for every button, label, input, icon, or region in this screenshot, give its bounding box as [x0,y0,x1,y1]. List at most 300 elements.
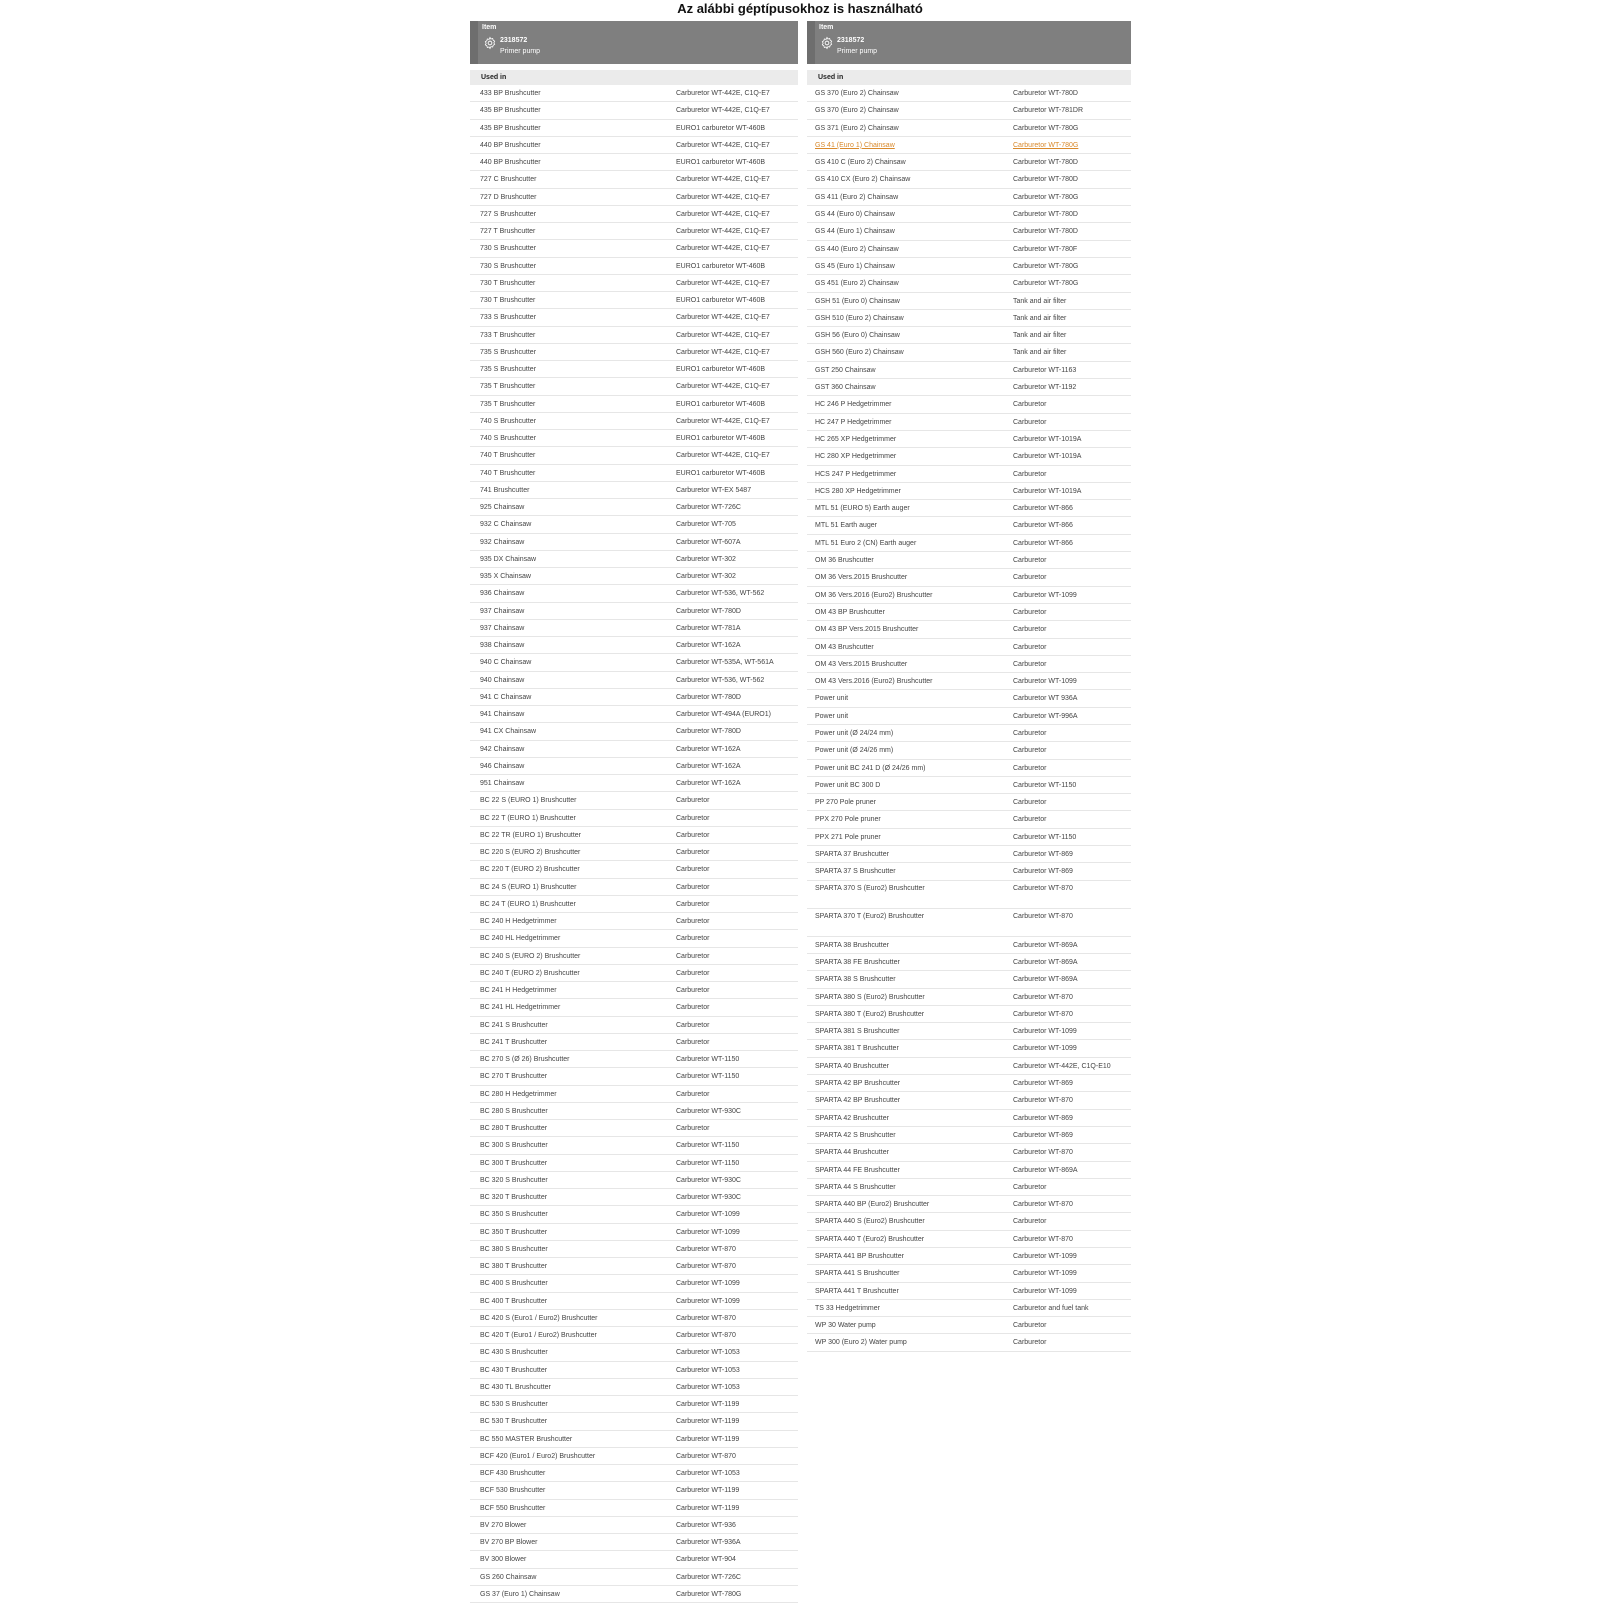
table-row[interactable] [807,344,1131,361]
gear-icon [820,36,834,50]
part-name: Carburetor [676,814,710,822]
table-row[interactable] [807,829,1131,846]
table-row[interactable] [807,85,1131,102]
machine-name: WP 30 Water pump [815,1322,876,1330]
table-row[interactable] [470,189,798,206]
table-row[interactable] [807,937,1131,954]
part-name: EURO1 carburetor WT-460B [676,262,766,270]
table-row[interactable] [807,1110,1131,1127]
table-row[interactable] [470,137,798,154]
table-row[interactable] [807,989,1131,1006]
machine-name: MTL 51 Earth auger [815,522,877,530]
machine-name: TS 33 Hedgetrimmer [815,1304,880,1312]
part-name: Carburetor WT-869A [1013,941,1078,949]
part-name: Carburetor WT-780G [1013,124,1079,132]
part-name: Carburetor WT-870 [1013,1235,1073,1243]
table-row[interactable] [470,1017,798,1034]
table-row[interactable] [807,1213,1131,1230]
machine-name: HCS 280 XP Hedgetrimmer [815,487,901,495]
table-row[interactable] [470,1172,798,1189]
machine-name: 440 BP Brushcutter [480,159,541,166]
part-name: Carburetor WT-1053 [676,1349,740,1357]
part-name: EURO1 carburetor WT-460B [676,297,766,304]
part-name: Carburetor WT-870 [1013,884,1073,892]
table-row[interactable] [807,621,1131,638]
table-row[interactable] [470,1500,798,1517]
machine-name: BCF 530 Brushcutter [480,1487,546,1495]
table-row[interactable] [470,654,798,671]
table-row[interactable] [807,223,1131,240]
table-row[interactable] [470,465,798,482]
table-row[interactable] [470,965,798,982]
machine-name: 740 S Brushcutter [480,417,537,425]
table-row[interactable] [807,708,1131,725]
table-row[interactable] [470,171,798,188]
table-row[interactable] [470,1448,798,1465]
table-row[interactable] [470,1293,798,1310]
machine-name: BV 270 BP Blower [480,1539,538,1546]
table-row[interactable] [470,775,798,792]
table-row[interactable] [470,568,798,585]
part-name: Carburetor WT-780D [1013,211,1078,219]
table-row[interactable] [470,637,798,654]
table-row[interactable] [807,587,1131,604]
machine-name: GS 411 (Euro 2) Chainsaw [815,193,899,201]
machine-name: 727 D Brushcutter [480,193,537,201]
machine-name: 733 S Brushcutter [480,314,537,322]
table-row[interactable] [807,293,1131,310]
machine-name: 730 S Brushcutter [480,262,537,270]
machine-name: 735 T Brushcutter [480,400,536,408]
table-row[interactable] [807,517,1131,534]
part-name: Carburetor [1013,816,1047,824]
part-name: Carburetor WT-866 [1013,522,1073,530]
part-name: Carburetor WT-870 [1013,1149,1073,1157]
machine-name: BC 22 S (EURO 1) Brushcutter [480,797,577,805]
table-row[interactable] [470,447,798,464]
table-row[interactable] [807,742,1131,759]
machine-name: SPARTA 42 BP Brushcutter [815,1080,901,1088]
table-row[interactable] [470,1396,798,1413]
machine-name: BC 270 S (Ø 26) Brushcutter [480,1056,570,1063]
table-row[interactable] [807,102,1131,119]
machine-name: SPARTA 441 S Brushcutter [815,1270,900,1278]
table-row[interactable] [470,1051,798,1068]
table-row[interactable] [807,673,1131,690]
table-row[interactable] [807,154,1131,171]
table-row[interactable] [470,792,798,809]
table-row[interactable] [470,1362,798,1379]
table-row[interactable] [470,1103,798,1120]
part-name: Carburetor WT-1150 [676,1056,740,1063]
table-row[interactable] [807,1179,1131,1196]
part-name: Carburetor [1013,557,1047,565]
table-row[interactable] [470,741,798,758]
machine-name: OM 43 Vers.2015 Brushcutter [815,660,908,668]
table-row[interactable] [470,396,798,413]
part-name: Carburetor WT-930C [676,1176,741,1184]
table-row[interactable] [470,672,798,689]
table-row[interactable] [470,982,798,999]
table-row[interactable] [470,1310,798,1327]
part-name: Carburetor WT-780D [1013,228,1078,236]
item-description: Primer pump [500,48,541,55]
machine-name: 936 Chainsaw [480,590,525,598]
machine-name: 937 Chainsaw [480,624,525,632]
part-name: Carburetor WT-442E, C1Q-E7 [676,210,770,218]
table-row[interactable] [807,379,1131,396]
part-name: Carburetor WT-1199 [676,1504,740,1512]
part-name: Carburetor WT-442E, C1Q-E7 [676,452,770,460]
machine-name: SPARTA 381 S Brushcutter [815,1028,900,1036]
table-row[interactable] [470,1413,798,1430]
machine-name: PPX 270 Pole pruner [815,816,881,824]
table-row[interactable] [470,1275,798,1292]
part-name: Carburetor [676,969,710,977]
machine-name: HC 247 P Hedgetrimmer [815,418,892,426]
table-row[interactable] [807,137,1131,154]
table-row[interactable] [470,258,798,275]
table-row[interactable] [470,948,798,965]
machine-name: 941 CX Chainsaw [480,728,537,736]
table-row[interactable] [470,1068,798,1085]
machine-name: SPARTA 38 Brushcutter [815,941,889,949]
part-name: Carburetor WT-869 [1013,868,1073,876]
table-row[interactable] [807,327,1131,344]
table-row[interactable] [470,240,798,257]
table-row[interactable] [470,999,798,1016]
machine-name: GS 44 (Euro 1) Chainsaw [815,228,895,236]
table-row[interactable] [470,603,798,620]
table-row[interactable] [807,639,1131,656]
table-row[interactable] [807,725,1131,742]
table-row[interactable] [470,1586,798,1603]
table-row[interactable] [470,482,798,499]
table-row[interactable] [470,1258,798,1275]
table-row[interactable] [807,690,1131,707]
machine-name: WP 300 (Euro 2) Water pump [815,1339,907,1347]
table-row[interactable] [807,206,1131,223]
table-row[interactable] [470,810,798,827]
table-row[interactable] [470,534,798,551]
table-row[interactable] [807,863,1131,880]
part-name: Carburetor WT-780D [676,607,741,615]
table-row[interactable] [470,1327,798,1344]
part-name: Carburetor [1013,1322,1047,1330]
machine-name: SPARTA 440 S (Euro2) Brushcutter [815,1218,925,1226]
table-row[interactable] [470,861,798,878]
part-name: Carburetor [1013,626,1047,634]
table-row[interactable] [470,1224,798,1241]
table-row[interactable] [470,309,798,326]
machine-name: 740 S Brushcutter [480,435,537,442]
used-in-header: Used in [807,70,1131,85]
part-name: Carburetor WT-1192 [1013,384,1077,392]
table-row[interactable] [470,516,798,533]
table-row[interactable] [470,378,798,395]
table-row[interactable] [807,1231,1131,1248]
part-name: Carburetor WT-1199 [676,1418,740,1426]
machine-name: MTL 51 (EURO 5) Earth auger [815,505,910,513]
part-name: Carburetor [676,918,710,925]
part-name: Carburetor [676,900,710,908]
part-name: Carburetor WT-1150 [1013,781,1077,789]
table-row[interactable] [470,706,798,723]
table-row[interactable] [470,1534,798,1551]
part-name: Tank and air filter [1013,332,1067,340]
table-row[interactable] [470,1551,798,1568]
machine-name: 433 BP Brushcutter [480,90,541,97]
table-row[interactable] [470,327,798,344]
table-row[interactable] [807,483,1131,500]
machine-name: GS 410 CX (Euro 2) Chainsaw [815,176,911,184]
part-name: Carburetor WT-869 [1013,1080,1073,1088]
machine-name: 941 C Chainsaw [480,693,532,701]
table-row[interactable] [470,1086,798,1103]
table-row[interactable] [807,414,1131,431]
table-row[interactable] [807,1162,1131,1179]
part-name: Carburetor WT-442E, C1Q-E7 [676,417,770,425]
table-row[interactable] [807,552,1131,569]
machine-name: GS 371 (Euro 2) Chainsaw [815,124,899,132]
part-name: Carburetor WT-1099 [676,1228,740,1236]
part-name: Carburetor WT-780D [676,728,741,736]
table-row[interactable] [807,275,1131,292]
page-title: Az alábbi géptípusokhoz is használható [677,1,923,16]
table-row[interactable] [470,930,798,947]
table-row[interactable] [470,896,798,913]
part-name: Carburetor WT-1099 [1013,591,1077,599]
part-name: Carburetor WT-1099 [1013,1028,1077,1036]
table-row[interactable] [807,396,1131,413]
part-name: Carburetor WT-442E, C1Q-E10 [1013,1062,1111,1070]
table-row[interactable] [807,535,1131,552]
table-row[interactable] [807,1092,1131,1109]
part-name: Carburetor [1013,729,1047,737]
table-row[interactable] [807,448,1131,465]
table-row[interactable] [470,1465,798,1482]
machine-name: SPARTA 370 S (Euro2) Brushcutter [815,884,925,892]
machine-name: 932 C Chainsaw [480,521,532,529]
table-row[interactable] [470,154,798,171]
machine-name: BC 220 S (EURO 2) Brushcutter [480,849,581,856]
machine-name: OM 43 Brushcutter [815,643,874,651]
table-row[interactable] [807,1023,1131,1040]
part-name: Carburetor WT-869A [1013,1166,1078,1174]
machine-name: 740 T Brushcutter [480,469,536,477]
part-name: Carburetor WT-869A [1013,976,1078,984]
table-row[interactable] [470,723,798,740]
table-row[interactable] [470,913,798,930]
table-row[interactable] [470,827,798,844]
part-name: Carburetor [676,1004,710,1012]
part-name: Carburetor WT-607A [676,538,741,546]
machine-name: 938 Chainsaw [480,642,525,649]
table-row[interactable] [470,223,798,240]
table-row[interactable] [807,362,1131,379]
table-row[interactable] [807,777,1131,794]
table-row[interactable] [807,760,1131,777]
machine-name: GS 440 (Euro 2) Chainsaw [815,245,899,253]
table-row[interactable] [807,1075,1131,1092]
table-row[interactable] [470,1517,798,1534]
part-name: Carburetor WT-442E, C1Q-E7 [676,90,770,97]
table-row[interactable] [470,1155,798,1172]
table-row[interactable] [807,846,1131,863]
table-row[interactable] [470,1241,798,1258]
table-row[interactable] [807,1334,1131,1351]
machine-name: 941 Chainsaw [480,711,525,718]
table-row[interactable] [470,206,798,223]
machine-name: GSH 560 (Euro 2) Chainsaw [815,349,904,357]
part-name: Carburetor WT-302 [676,573,736,580]
table-row[interactable] [807,431,1131,448]
table-row[interactable] [470,430,798,447]
table-row[interactable] [807,604,1131,621]
table-row[interactable] [470,879,798,896]
machine-name: BC 240 S (EURO 2) Brushcutter [480,952,581,960]
table-row[interactable] [807,794,1131,811]
machine-name: SPARTA 38 FE Brushcutter [815,958,900,966]
table-row[interactable] [807,171,1131,188]
machine-name: BC 300 S Brushcutter [480,1142,548,1150]
table-row[interactable] [470,1569,798,1586]
used-in-list [807,85,1131,1352]
table-row[interactable] [470,1137,798,1154]
table-row[interactable] [470,1189,798,1206]
machine-name: 735 S Brushcutter [480,348,537,356]
part-name: Carburetor WT-866 [1013,505,1073,513]
table-row[interactable] [807,1006,1131,1023]
part-name: Carburetor [1013,470,1047,478]
table-row[interactable] [470,292,798,309]
table-row[interactable] [470,620,798,637]
machine-name: SPARTA 38 S Brushcutter [815,976,896,984]
table-row[interactable] [470,1344,798,1361]
machine-name: OM 36 Vers.2016 (Euro2) Brushcutter [815,591,933,599]
machine-name: GST 360 Chainsaw [815,384,876,392]
part-name: Carburetor WT-1199 [676,1487,740,1495]
machine-name: 727 T Brushcutter [480,228,536,235]
table-row[interactable] [470,499,798,516]
table-row[interactable] [807,500,1131,517]
table-row[interactable] [807,569,1131,586]
table-row[interactable] [470,758,798,775]
table-row[interactable] [807,1058,1131,1075]
machine-name: SPARTA 44 Brushcutter [815,1149,889,1157]
machine-name: BC 320 S Brushcutter [480,1176,548,1184]
machine-name: Power unit (Ø 24/24 mm) [815,729,894,737]
table-row[interactable] [807,1040,1131,1057]
table-row[interactable] [807,1127,1131,1144]
item-header [470,21,798,64]
table-row[interactable] [470,551,798,568]
table-row[interactable] [470,1034,798,1051]
machine-name: 940 C Chainsaw [480,659,532,667]
machine-name: BC 280 H Hedgetrimmer [480,1090,557,1098]
item-label: Item [482,24,497,31]
part-name: Carburetor [676,849,710,856]
table-row[interactable] [470,85,798,102]
machine-name: SPARTA 381 T Brushcutter [815,1045,899,1053]
machine-name: SPARTA 37 Brushcutter [815,851,889,859]
part-name: Carburetor WT-536, WT-562 [676,590,765,598]
table-row[interactable] [470,275,798,292]
machine-name: GSH 510 (Euro 2) Chainsaw [815,314,904,322]
part-name: Carburetor WT-780D [1013,159,1078,167]
table-row[interactable] [807,258,1131,275]
part-name: Carburetor [1013,401,1047,409]
part-name: Carburetor [1013,799,1047,807]
table-row[interactable] [807,1144,1131,1161]
part-name: Carburetor WT-1199 [676,1401,740,1408]
table-row[interactable] [470,120,798,137]
table-row[interactable] [807,1317,1131,1334]
table-row[interactable] [807,120,1131,137]
machine-name: BC 350 S Brushcutter [480,1211,548,1219]
table-row[interactable] [470,689,798,706]
table-row[interactable] [807,310,1131,327]
table-row[interactable] [470,361,798,378]
part-name: Carburetor [676,987,710,994]
part-name: Carburetor WT-780G [676,1590,742,1598]
table-row[interactable] [807,466,1131,483]
table-row[interactable] [470,344,798,361]
machine-name: 741 Brushcutter [480,486,530,494]
table-row[interactable] [470,844,798,861]
machine-name: 925 Chainsaw [480,504,525,511]
part-name: Carburetor WT-780G [1013,141,1079,149]
table-row[interactable] [470,1431,798,1448]
table-row[interactable] [807,1196,1131,1213]
table-row[interactable] [807,656,1131,673]
part-name: Carburetor WT-442E, C1Q-E7 [676,348,770,356]
table-row[interactable] [807,189,1131,206]
table-row[interactable] [470,102,798,119]
table-row[interactable] [470,585,798,602]
table-row[interactable] [807,1300,1131,1317]
table-row[interactable] [807,881,1131,909]
part-name: Carburetor WT-1150 [676,1073,740,1081]
machine-name: SPARTA 440 BP (Euro2) Brushcutter [815,1201,930,1209]
table-row[interactable] [807,1265,1131,1282]
table-row[interactable] [470,1206,798,1223]
part-name: Carburetor [676,831,710,839]
table-row[interactable] [470,413,798,430]
part-name: Carburetor WT-1099 [1013,1287,1077,1295]
part-name: Carburetor [1013,643,1047,651]
table-row[interactable] [807,954,1131,971]
part-name: Carburetor and fuel tank [1013,1304,1089,1312]
machine-name: 730 T Brushcutter [480,297,536,304]
table-row[interactable] [807,909,1131,937]
table-row[interactable] [807,971,1131,988]
table-row[interactable] [470,1379,798,1396]
table-row[interactable] [470,1482,798,1499]
machine-name: 951 Chainsaw [480,780,525,787]
part-name: Carburetor [1013,764,1047,772]
machine-name: BC 530 S Brushcutter [480,1401,548,1408]
table-row[interactable] [470,1120,798,1137]
table-row[interactable] [807,241,1131,258]
part-name: Carburetor WT-1019A [1013,453,1082,461]
part-name: Carburetor WT-1099 [1013,678,1077,686]
table-row[interactable] [807,1248,1131,1265]
part-name: Carburetor [676,1021,710,1029]
table-row[interactable] [807,811,1131,828]
machine-name: GS 410 C (Euro 2) Chainsaw [815,159,906,167]
table-row[interactable] [807,1283,1131,1300]
